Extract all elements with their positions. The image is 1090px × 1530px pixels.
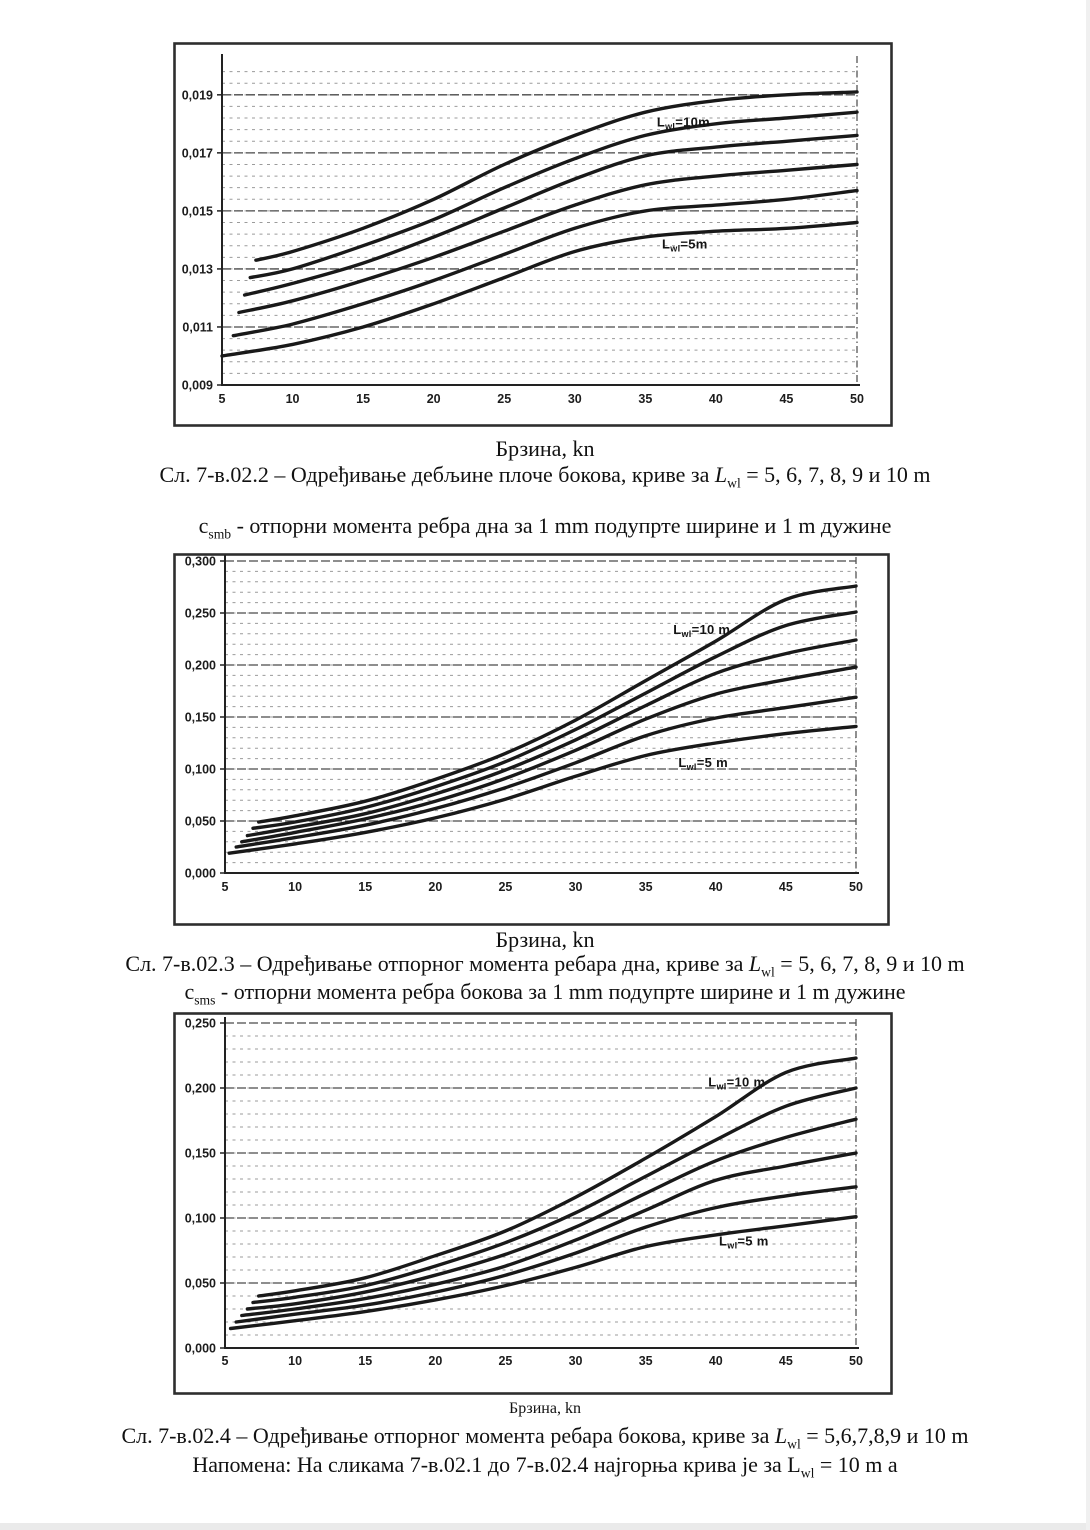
caption-3-prefix: Сл. 7-в.02.4 – Одређивање отпорног момента ребара бокова, криве за bbox=[121, 1423, 775, 1448]
chart-7v024-plot bbox=[173, 1012, 893, 1395]
note-prefix: Напомена: На сликама 7-в.02.1 до 7-в.02.4 најгорња крива је за L bbox=[192, 1452, 801, 1477]
svg-text:30: 30 bbox=[568, 880, 583, 894]
coef-smb-definition bbox=[0, 513, 1090, 542]
svg-text:50: 50 bbox=[850, 392, 864, 406]
caption-3-subscript: wl bbox=[787, 1436, 801, 1452]
caption-1-prefix: Сл. 7-в.02.2 – Одређивање дебљине плоче бокова, криве за bbox=[159, 462, 715, 487]
caption-1-suffix: = 5, 6, 7, 8, 9 и 10 m bbox=[740, 462, 931, 487]
caption-1-variable: L bbox=[714, 462, 728, 487]
svg-text:0,300: 0,300 bbox=[184, 554, 216, 569]
svg-text:5: 5 bbox=[218, 392, 226, 406]
chart-7v024-caption bbox=[0, 1423, 1090, 1452]
svg-text:40: 40 bbox=[708, 392, 723, 406]
svg-text:5: 5 bbox=[221, 1354, 229, 1368]
note-suffix: = 10 m a bbox=[814, 1452, 898, 1477]
note-line bbox=[0, 1452, 1090, 1481]
svg-text:Lwl=10 m: $L_{wl}=10$ m bbox=[708, 1074, 766, 1092]
svg-text:Lwl=5m: $L_{wl}=5m$ bbox=[662, 236, 708, 254]
svg-text:20: 20 bbox=[426, 392, 441, 406]
svg-text:Lwl=10m: $L_{wl}=10m$ bbox=[656, 114, 711, 132]
svg-text:0,100: 0,100 bbox=[184, 1211, 216, 1226]
caption-3-variable: L bbox=[774, 1423, 788, 1448]
svg-text:0,150: 0,150 bbox=[184, 1146, 216, 1161]
svg-text:20: 20 bbox=[428, 1354, 443, 1368]
chart-7v024-xlabel-text: Брзина, kn bbox=[509, 1400, 581, 1417]
chart-7v022-frame bbox=[173, 42, 893, 427]
svg-text:0,200: 0,200 bbox=[184, 658, 216, 673]
chart-7v023-xlabel-text: Брзина, kn bbox=[495, 927, 595, 952]
coef-sms-text: - отпорни момента ребра бокова за 1 mm подупрте ширине и 1 m дужине bbox=[215, 979, 906, 1004]
chart-7v023-frame bbox=[173, 553, 890, 926]
chart-7v023-plot bbox=[173, 553, 890, 926]
svg-text:45: 45 bbox=[779, 392, 794, 406]
svg-text:30: 30 bbox=[568, 1354, 583, 1368]
svg-text:45: 45 bbox=[778, 1354, 793, 1368]
svg-text:0,050: 0,050 bbox=[184, 814, 216, 829]
chart-7v023-caption bbox=[0, 951, 1090, 980]
svg-text:0,017: 0,017 bbox=[181, 146, 213, 161]
svg-text:0,250: 0,250 bbox=[184, 606, 216, 621]
svg-text:0,015: 0,015 bbox=[181, 204, 213, 219]
svg-text:10: 10 bbox=[288, 880, 303, 894]
svg-text:15: 15 bbox=[358, 1354, 373, 1368]
svg-text:30: 30 bbox=[567, 392, 582, 406]
svg-text:50: 50 bbox=[849, 880, 863, 894]
svg-text:15: 15 bbox=[356, 392, 371, 406]
svg-text:0,013: 0,013 bbox=[181, 262, 213, 277]
caption-2-prefix: Сл. 7-в.02.3 – Одређивање отпорног момента ребара дна, криве за bbox=[125, 951, 749, 976]
svg-text:45: 45 bbox=[778, 880, 793, 894]
caption-2-subscript: wl bbox=[761, 964, 775, 980]
coef-sms-symbol: c bbox=[184, 979, 195, 1004]
svg-text:0,250: 0,250 bbox=[184, 1016, 216, 1031]
chart-7v024-xlabel bbox=[0, 1400, 1090, 1418]
svg-text:0,150: 0,150 bbox=[184, 710, 216, 725]
scan-page-edge-bottom bbox=[0, 1523, 1090, 1530]
svg-text:Lwl=5 m: $L_{wl}=5$ m bbox=[719, 1233, 769, 1251]
scan-page-edge-right bbox=[1086, 0, 1090, 1530]
svg-text:Lwl=10 m: $L_{wl}=10$ m bbox=[673, 621, 731, 639]
coef-smb-subscript: smb bbox=[208, 526, 232, 542]
svg-text:0,000: 0,000 bbox=[184, 866, 216, 881]
svg-text:0,009: 0,009 bbox=[181, 378, 213, 393]
svg-text:25: 25 bbox=[498, 1354, 513, 1368]
svg-text:0,019: 0,019 bbox=[181, 88, 213, 103]
svg-text:0,100: 0,100 bbox=[184, 762, 216, 777]
svg-text:0,011: 0,011 bbox=[182, 320, 213, 335]
chart-7v024-frame bbox=[173, 1012, 893, 1395]
svg-text:35: 35 bbox=[638, 880, 653, 894]
coef-smb-text: - отпорни момента ребра дна за 1 mm подупрте ширине и 1 m дужине bbox=[231, 513, 892, 538]
svg-text:0,200: 0,200 bbox=[184, 1081, 216, 1096]
svg-text:35: 35 bbox=[638, 1354, 653, 1368]
caption-2-suffix: = 5, 6, 7, 8, 9 и 10 m bbox=[774, 951, 965, 976]
svg-text:50: 50 bbox=[849, 1354, 863, 1368]
coef-sms-subscript: sms bbox=[194, 992, 216, 1008]
svg-text:Lwl=5 m: $L_{wl}=5$ m bbox=[678, 754, 728, 772]
svg-text:20: 20 bbox=[428, 880, 443, 894]
svg-text:35: 35 bbox=[638, 392, 653, 406]
svg-text:10: 10 bbox=[288, 1354, 303, 1368]
svg-text:10: 10 bbox=[285, 392, 300, 406]
caption-1-subscript: wl bbox=[727, 475, 741, 491]
chart-7v022-xlabel bbox=[0, 436, 1090, 462]
caption-3-suffix: = 5,6,7,8,9 и 10 m bbox=[800, 1423, 969, 1448]
coef-smb-symbol: c bbox=[198, 513, 209, 538]
chart-7v022-plot bbox=[173, 42, 893, 427]
svg-text:40: 40 bbox=[708, 1354, 723, 1368]
chart-7v023-xlabel bbox=[0, 927, 1090, 953]
coef-sms-definition bbox=[0, 979, 1090, 1008]
svg-text:5: 5 bbox=[221, 880, 229, 894]
caption-2-variable: L bbox=[748, 951, 762, 976]
note-subscript: wl bbox=[800, 1465, 815, 1481]
svg-text:0,000: 0,000 bbox=[184, 1341, 216, 1356]
chart-7v022-caption bbox=[0, 462, 1090, 491]
chart-7v022-xlabel-text: Брзина, kn bbox=[495, 436, 595, 461]
svg-text:40: 40 bbox=[708, 880, 723, 894]
svg-text:25: 25 bbox=[497, 392, 512, 406]
svg-text:0,050: 0,050 bbox=[184, 1276, 216, 1291]
svg-text:25: 25 bbox=[498, 880, 513, 894]
svg-text:15: 15 bbox=[358, 880, 373, 894]
